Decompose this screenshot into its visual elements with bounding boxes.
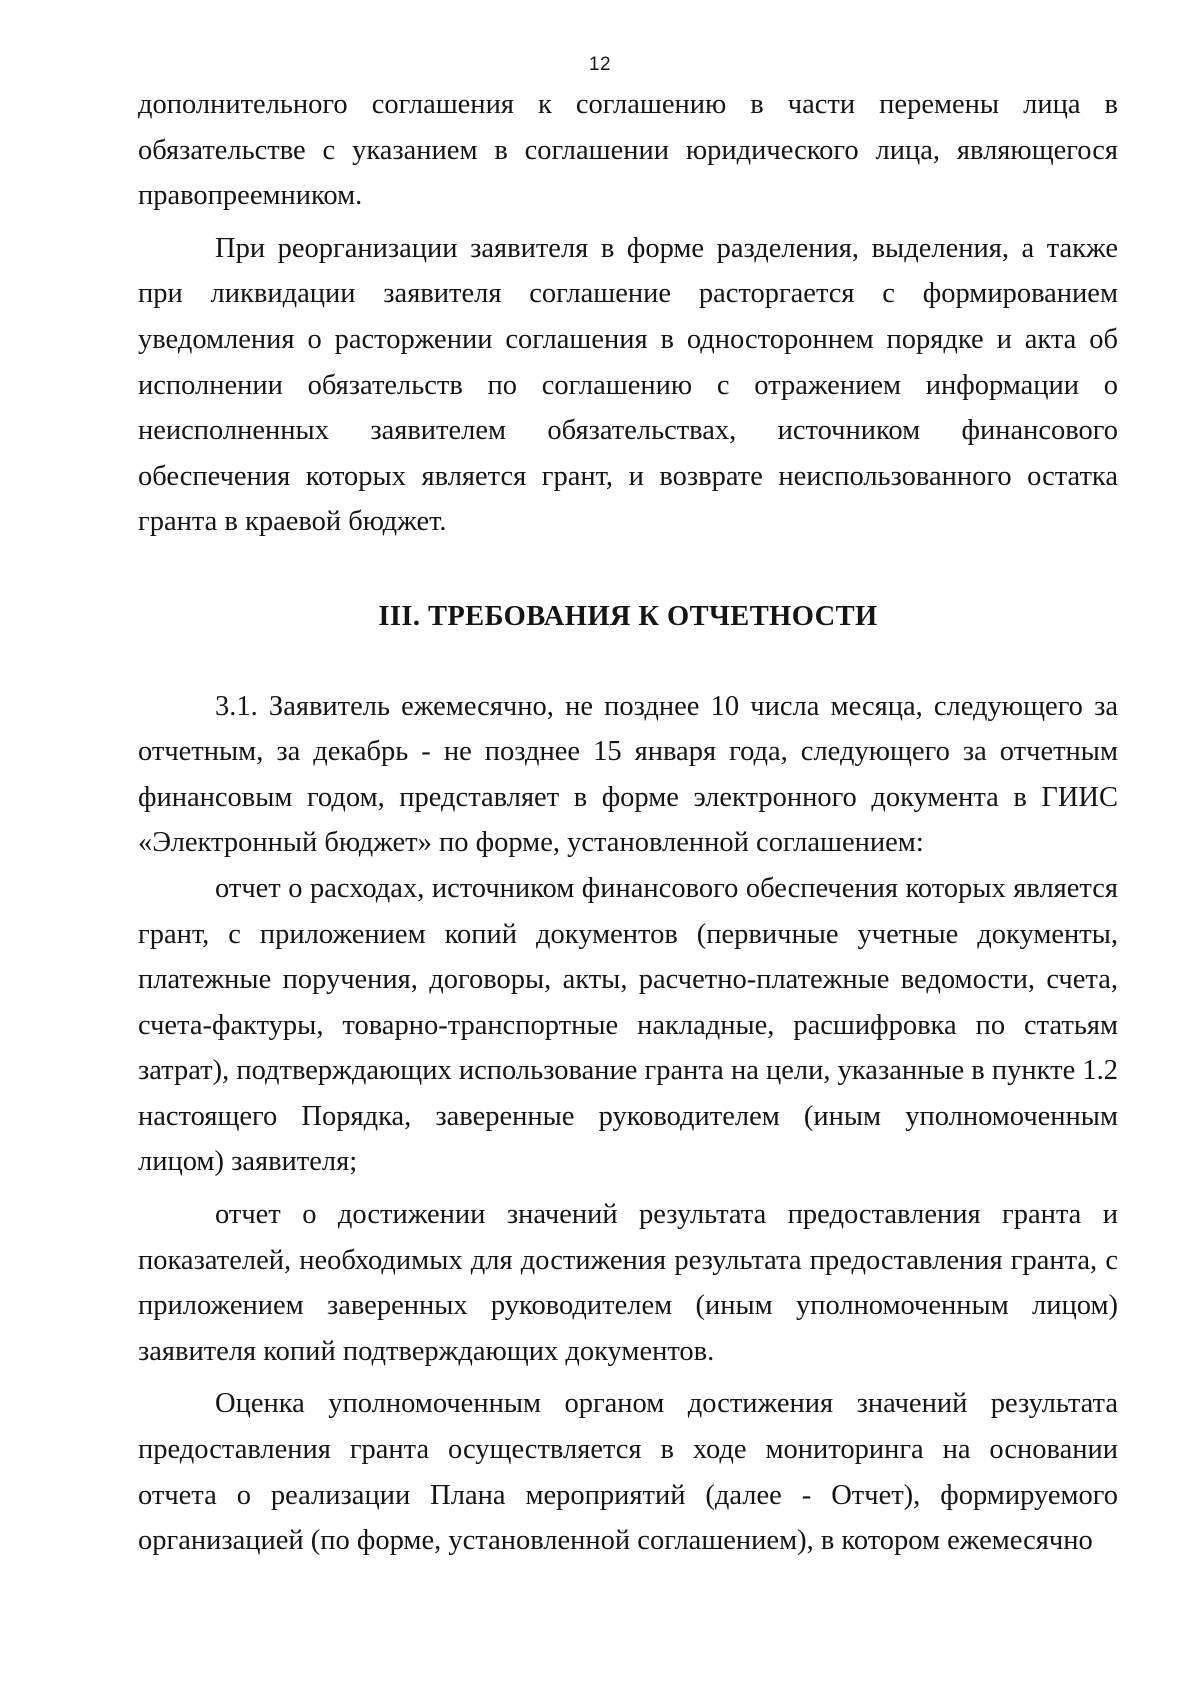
paragraph-reorganization: При реорганизации заявителя в форме разделения, выделения, а также при ликвидации заявителя соглашение расторгается с формированием уведомления о расторжении соглашения в одностороннем порядке и акта об исполнении обязательств по соглашению с отражением информации о неисполненных заявителем обязательствах, источником финансового обеспечения которых является грант, и возврате неиспользованного остатка гранта в краевой бюджет. [138, 232, 1118, 538]
document-body [138, 82, 1118, 1564]
page-number: 12 [588, 54, 612, 75]
paragraph-continuation: дополнительного соглашения к соглашению в части перемены лица в обязательстве с указанием в соглашении юридического лица, являющегося правопреемником. [138, 89, 1118, 212]
paragraph-3-1: 3.1. Заявитель ежемесячно, не позднее 10 числа месяца, следующего за отчетным, за декабрь - не позднее 15 января года, следующего за отчетным финансовым годом, представляет в форме электронного документа в ГИИС «Электронный бюджет» по форме, установленной соглашением: [138, 690, 1118, 859]
paragraph-expense-report: отчет о расходах, источником финансового обеспечения которых является грант, с приложением копий документов (первичные учетные документы, платежные поручения, договоры, акты, расчетно-платежные ведомости, счета, счета-фактуры, товарно-транспортные накладные, расшифровка по статьям затрат), подтверждающих использование гранта на цели, указанные в пункте 1.2 настоящего Порядка, заверенные руководителем (иным уполномоченным лицом) заявителя; [138, 872, 1118, 1178]
paragraph-evaluation: Оценка уполномоченным органом достижения значений результата предоставления гранта осуществляется в ходе мониторинга на основании отчета о реализации Плана мероприятий (далее - Отчет), формируемого организацией (по форме, установленной соглашением), в котором ежемесячно [138, 1388, 1118, 1557]
paragraph-results-report: отчет о достижении значений результата предоставления гранта и показателей, необходимых для достижения результата предоставления гранта, с приложением заверенных руководителем (иным уполномоченным лицом) заявителя копий подтверждающих документов. [138, 1199, 1118, 1367]
section-heading: III. ТРЕБОВАНИЯ К ОТЧЕТНОСТИ [378, 600, 878, 632]
